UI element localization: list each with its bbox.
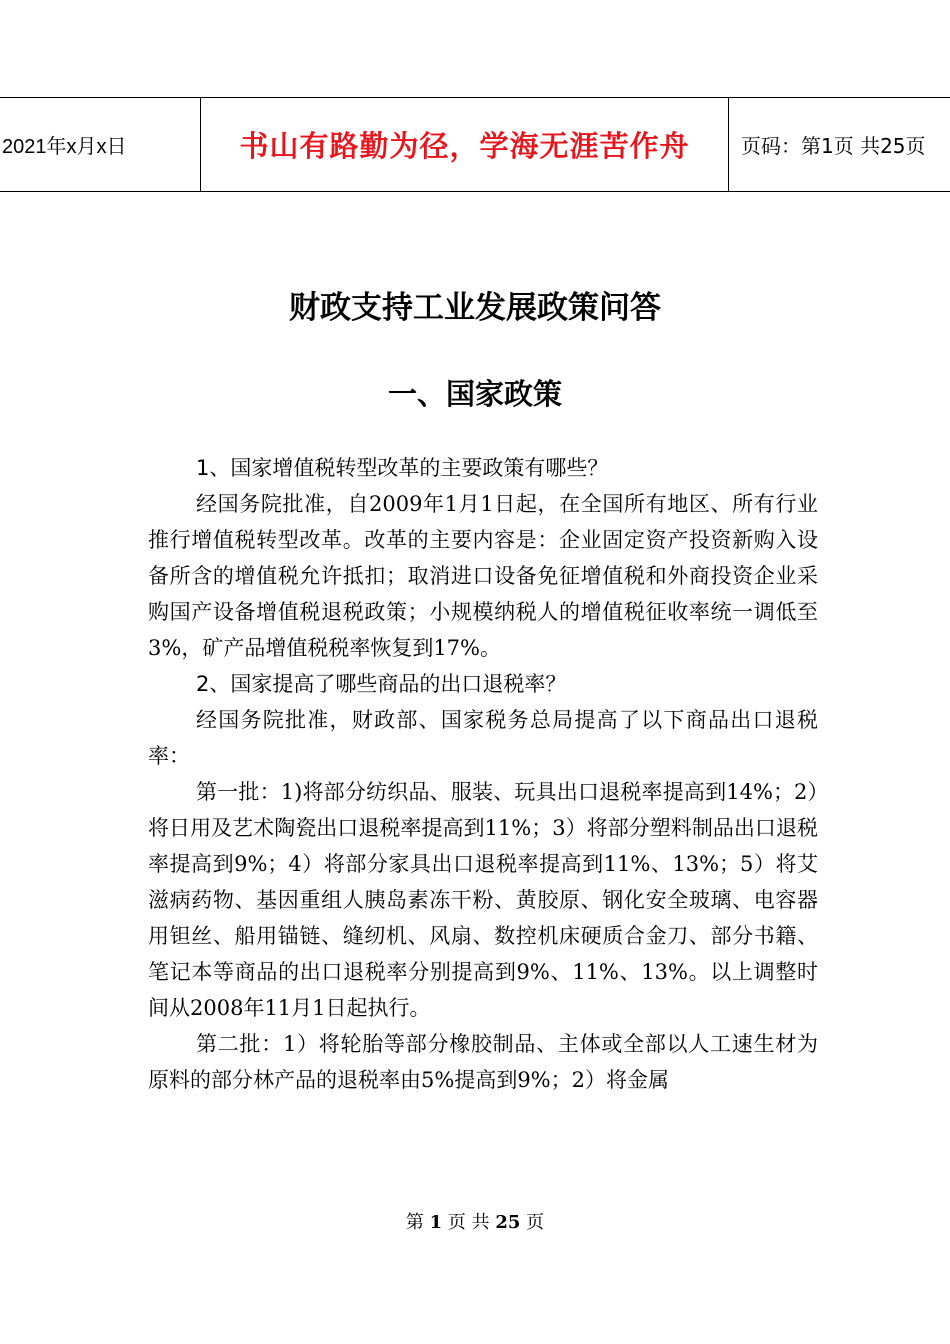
answer-1: 经国务院批准，自2009年1月1日起，在全国所有地区、所有行业推行增值税转型改革。改革的主要内容是：企业固定资产投资新购入设备所含的增值税允许抵扣；取消进口设备免征增值税和外商投资企业采购国产设备增值税退税政策；小规模纳税人的增值税征收率统一调低至3%，矿产品增值税税率恢复到17%。 bbox=[148, 492, 818, 660]
header-motto: 书山有路勤为径，学海无涯苦作舟 bbox=[201, 98, 729, 191]
answer-2-batch-1: 第一批：1)将部分纺织品、服装、玩具出口退税率提高到14%；2）将日用及艺术陶瓷出口退税率提高到11%；3）将部分塑料制品出口退税率提高到9%；4）将部分家具出口退税率提高到11%、13%；5）将艾滋病药物、基因重组人胰岛素冻干粉、黄胶原、钢化安全玻璃、电容器用钽丝、船用锚链、缝纫机、风扇、数控机床硬质合金刀、部分书籍、笔记本等商品的出口退税率分别提高到9%、11%、13%。以上调整时间从2008年11月1日起执行。 bbox=[148, 780, 818, 1020]
document-title: 财政支持工业发展政策问答 bbox=[289, 290, 661, 326]
answer-2-batch-2: 第二批：1）将轮胎等部分橡胶制品、主体或全部以人工速生材为原料的部分林产品的退税率由5%提高到9%；2）将金属 bbox=[148, 1032, 818, 1092]
question-1: 1、国家增值税转型改革的主要政策有哪些？ bbox=[196, 456, 609, 480]
header-page-info: 页码：第1页 共25页 bbox=[741, 134, 926, 158]
document-body bbox=[148, 450, 818, 1098]
answer-2-intro: 经国务院批准，财政部、国家税务总局提高了以下商品出口退税率： bbox=[148, 708, 818, 768]
section-title: 一、国家政策 bbox=[387, 377, 562, 411]
footer-suffix: 页 bbox=[526, 1212, 545, 1233]
question-2: 2、国家提高了哪些商品的出口退税率？ bbox=[196, 672, 567, 696]
footer-prefix: 第 bbox=[405, 1212, 424, 1233]
page-header bbox=[0, 97, 950, 192]
footer-middle: 页 共 bbox=[447, 1212, 490, 1233]
footer-total-pages: 25 bbox=[495, 1212, 521, 1233]
page-footer bbox=[0, 1208, 950, 1234]
header-date: 2021年x月x日 bbox=[0, 98, 201, 191]
footer-page-number: 1 bbox=[429, 1212, 443, 1233]
